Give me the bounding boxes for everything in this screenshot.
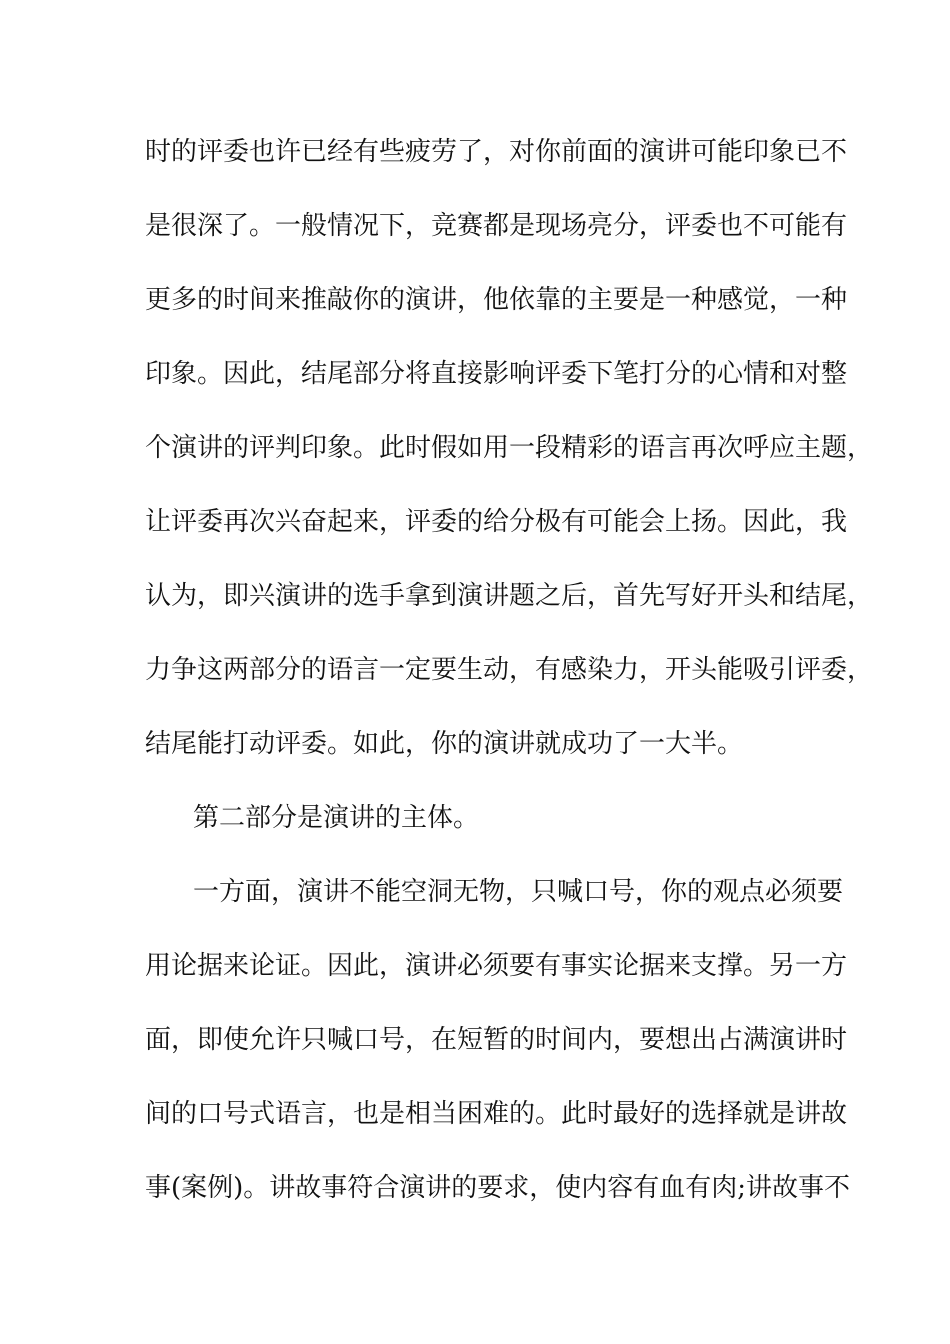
paragraph-heading-line: 第二部分是演讲的主体。 — [193, 803, 480, 833]
text-line-12: 用论据来论证。因此，演讲必须要有事实论据来支撑。另一方 — [145, 951, 848, 981]
text-line-14: 间的口号式语言，也是相当困难的。此时最好的选择就是讲故 — [145, 1099, 848, 1129]
text-line-1: 时的评委也许已经有些疲劳了，对你前面的演讲可能印象已不 — [145, 137, 848, 167]
text-line-4: 印象。因此，结尾部分将直接影响评委下笔打分的心情和对整 — [145, 359, 848, 389]
text-line-6: 让评委再次兴奋起来，评委的给分极有可能会上扬。因此，我 — [145, 507, 848, 537]
text-line-11: 一方面，演讲不能空洞无物，只喊口号，你的观点必须要 — [193, 877, 844, 907]
text-line-9: 结尾能打动评委。如此，你的演讲就成功了一大半。 — [145, 729, 744, 759]
text-line-13: 面，即使允许只喊口号，在短暂的时间内，要想出占满演讲时 — [145, 1025, 848, 1055]
text-line-5: 个演讲的评判印象。此时假如用一段精彩的语言再次呼应主题， — [145, 433, 874, 463]
text-line-3: 更多的时间来推敲你的演讲，他依靠的主要是一种感觉，一种 — [145, 285, 848, 315]
text-line-7: 认为，即兴演讲的选手拿到演讲题之后，首先写好开头和结尾， — [145, 581, 874, 611]
text-line-2: 是很深了。一般情况下，竞赛都是现场亮分，评委也不可能有 — [145, 211, 848, 241]
text-line-15: 事(案例)。讲故事符合演讲的要求，使内容有血有肉;讲故事不 — [145, 1173, 851, 1203]
text-line-8: 力争这两部分的语言一定要生动，有感染力，开头能吸引评委， — [145, 655, 874, 685]
